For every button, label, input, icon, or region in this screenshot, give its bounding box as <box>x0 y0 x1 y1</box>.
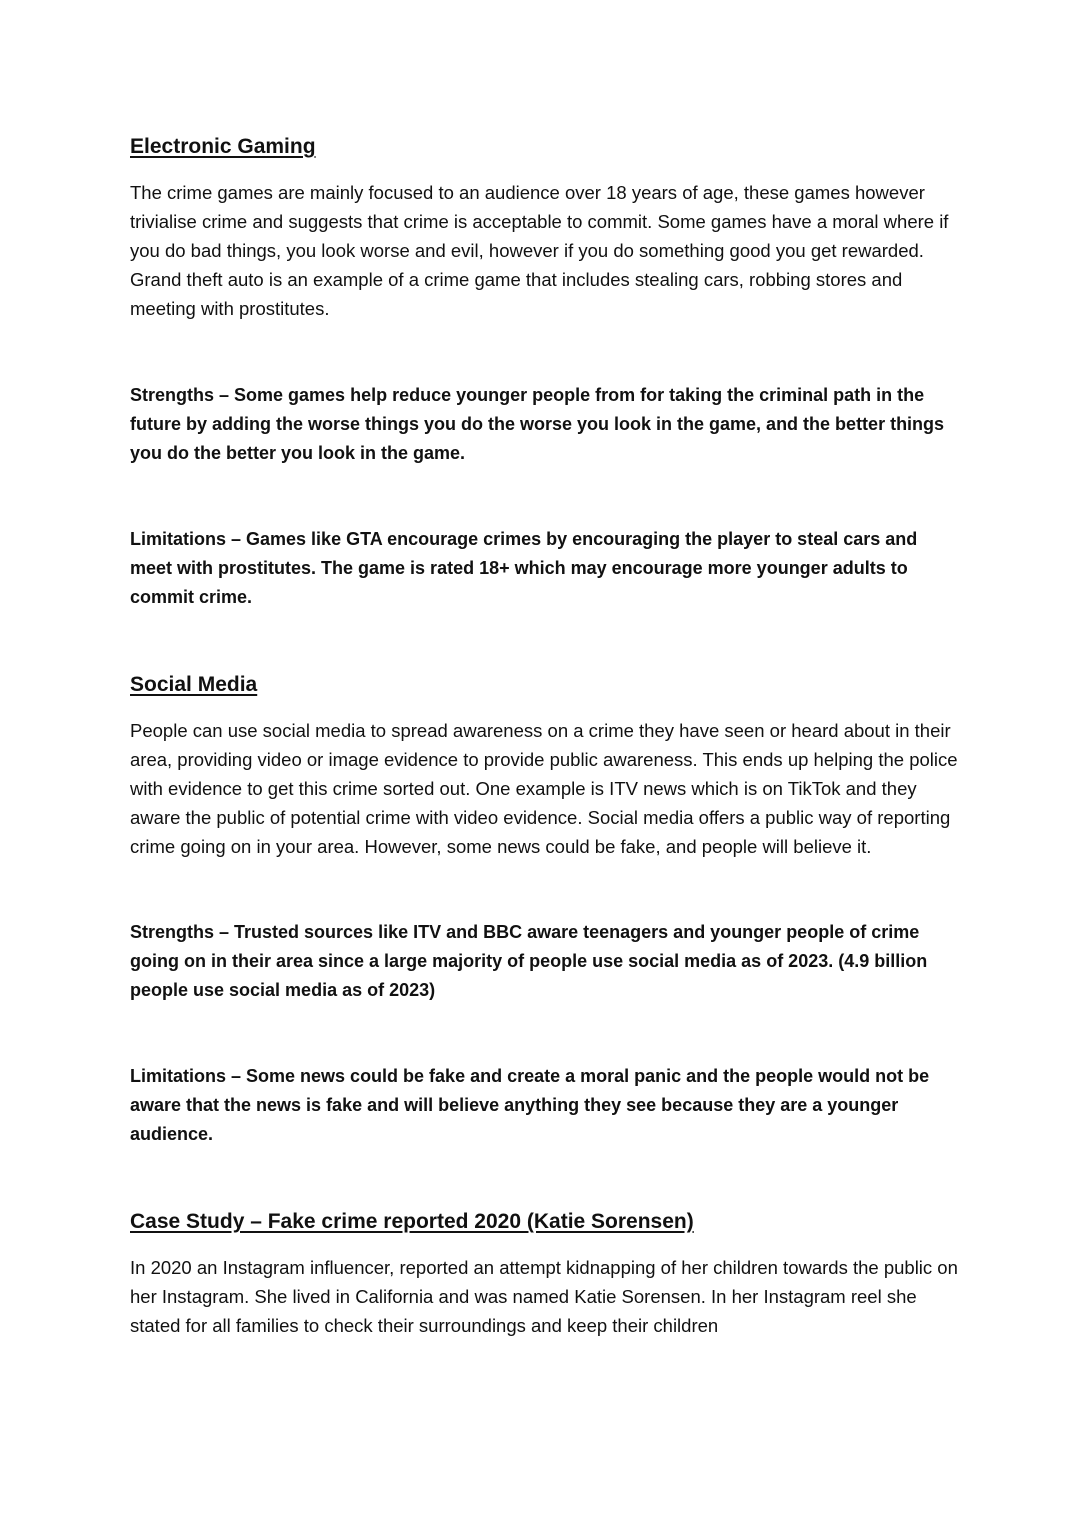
section-body-social-media: People can use social media to spread awareness on a crime they have seen or heard about in their area, providing video or image evidence to provide public awareness. This ends up helping the police with evidence to get this crime sorted out. One example is ITV news which is on TikTok and they aware the public of potential crime with video evidence. Social media offers a public way of reporting crime going on in your area. However, some news could be fake, and people will believe it. <box>130 720 958 857</box>
limitations-social-media: Limitations – Some news could be fake and create a moral panic and the people would not be aware that the news is fake and will believe anything they see because they are a younger audience. <box>130 1066 930 1144</box>
document-page <box>130 132 960 1340</box>
section-heading-social-media: Social Media <box>130 673 258 696</box>
limitations-electronic-gaming: Limitations – Games like GTA encourage crimes by encouraging the player to steal cars and meet with prostitutes. The game is rated 18+ which may encourage more younger adults to commit crime. <box>130 529 918 607</box>
section-heading-case-study: Case Study – Fake crime reported 2020 (Katie Sorensen) <box>130 1210 694 1233</box>
section-body-electronic-gaming: The crime games are mainly focused to an audience over 18 years of age, these games however trivialise crime and suggests that crime is acceptable to commit. Some games have a moral where if you do bad things, you look worse and evil, however if you do something good you get rewarded. Grand theft auto is an example of a crime game that includes stealing cars, robbing stores and meeting with prostitutes. <box>130 182 949 319</box>
section-heading-electronic-gaming: Electronic Gaming <box>130 135 316 158</box>
strengths-social-media: Strengths – Trusted sources like ITV and BBC aware teenagers and younger people of crime going on in their area since a large majority of people use social media as of 2023. (4.9 billion people use social media as of 2023) <box>130 922 928 1000</box>
section-body-case-study: In 2020 an Instagram influencer, reported an attempt kidnapping of her children towards the public on her Instagram. She lived in California and was named Katie Sorensen. In her Instagram reel she stated for all families to check their surroundings and keep their children <box>130 1257 958 1336</box>
strengths-electronic-gaming: Strengths – Some games help reduce younger people from for taking the criminal path in the future by adding the worse things you do the worse you look in the game, and the better things you do the better you look in the game. <box>130 385 945 463</box>
